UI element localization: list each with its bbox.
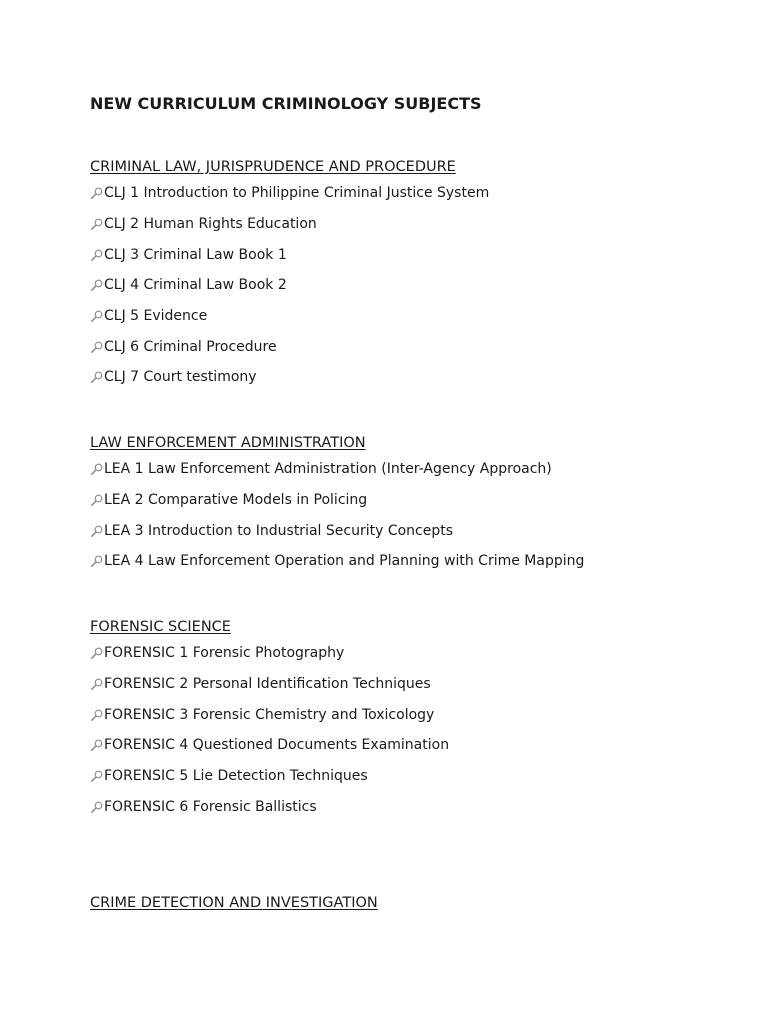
- subject-label: CLJ 6 Criminal Procedure: [104, 338, 277, 355]
- document-title: NEW CURRICULUM CRIMINOLOGY SUBJECTS: [90, 94, 482, 113]
- magnifier-icon: [90, 554, 104, 568]
- subject-label: CLJ 7 Court testimony: [104, 369, 257, 386]
- subject-list: [90, 178, 730, 393]
- list-item: [90, 454, 730, 485]
- list-item: [90, 485, 730, 516]
- section-criminal-law: [90, 157, 730, 393]
- list-item: [90, 362, 730, 393]
- subject-label: FORENSIC 1 Forensic Photography: [104, 645, 345, 662]
- magnifier-icon: [90, 309, 104, 323]
- section-law-enforcement: [90, 433, 730, 577]
- subject-label: FORENSIC 3 Forensic Chemistry and Toxicology: [104, 706, 435, 723]
- subject-label: FORENSIC 5 Lie Detection Techniques: [104, 768, 368, 785]
- list-item: [90, 239, 730, 270]
- subject-label: CLJ 5 Evidence: [104, 308, 208, 325]
- magnifier-icon: [90, 524, 104, 538]
- list-item: [90, 331, 730, 362]
- subject-list: [90, 638, 730, 822]
- magnifier-icon: [90, 800, 104, 814]
- section-heading: LAW ENFORCEMENT ADMINISTRATION: [90, 435, 366, 451]
- list-item: [90, 546, 730, 577]
- magnifier-icon: [90, 370, 104, 384]
- list-item: [90, 791, 730, 822]
- subject-label: LEA 1 Law Enforcement Administration (Inter-Agency Approach): [104, 461, 552, 478]
- list-item: [90, 515, 730, 546]
- subject-label: CLJ 4 Criminal Law Book 2: [104, 277, 287, 294]
- magnifier-icon: [90, 769, 104, 783]
- list-item: [90, 699, 730, 730]
- subject-label: FORENSIC 2 Personal Identification Techniques: [104, 676, 431, 693]
- subject-label: LEA 4 Law Enforcement Operation and Planning with Crime Mapping: [104, 553, 585, 570]
- list-item: [90, 669, 730, 700]
- section-heading: CRIMINAL LAW, JURISPRUDENCE AND PROCEDURE: [90, 159, 456, 175]
- list-item: [90, 638, 730, 669]
- list-item: [90, 270, 730, 301]
- section-forensic-science: [90, 617, 730, 822]
- magnifier-icon: [90, 340, 104, 354]
- subject-label: LEA 3 Introduction to Industrial Security Concepts: [104, 522, 454, 539]
- subject-label: LEA 2 Comparative Models in Policing: [104, 492, 368, 509]
- subject-list: [90, 454, 730, 577]
- magnifier-icon: [90, 738, 104, 752]
- subject-label: FORENSIC 4 Questioned Documents Examination: [104, 737, 450, 754]
- subject-label: FORENSIC 6 Forensic Ballistics: [104, 798, 317, 815]
- subject-label: CLJ 3 Criminal Law Book 1: [104, 246, 287, 263]
- list-item: [90, 301, 730, 332]
- magnifier-icon: [90, 186, 104, 200]
- subject-label: CLJ 2 Human Rights Education: [104, 216, 317, 233]
- magnifier-icon: [90, 278, 104, 292]
- magnifier-icon: [90, 248, 104, 262]
- magnifier-icon: [90, 493, 104, 507]
- section-crime-detection: [90, 893, 730, 913]
- magnifier-icon: [90, 708, 104, 722]
- subject-label: CLJ 1 Introduction to Philippine Criminal Justice System: [104, 185, 490, 202]
- magnifier-icon: [90, 462, 104, 476]
- magnifier-icon: [90, 677, 104, 691]
- list-item: [90, 730, 730, 761]
- magnifier-icon: [90, 646, 104, 660]
- magnifier-icon: [90, 217, 104, 231]
- list-item: [90, 761, 730, 792]
- list-item: [90, 178, 730, 209]
- section-heading: CRIME DETECTION AND INVESTIGATION: [90, 895, 378, 911]
- list-item: [90, 209, 730, 240]
- section-heading: FORENSIC SCIENCE: [90, 619, 231, 635]
